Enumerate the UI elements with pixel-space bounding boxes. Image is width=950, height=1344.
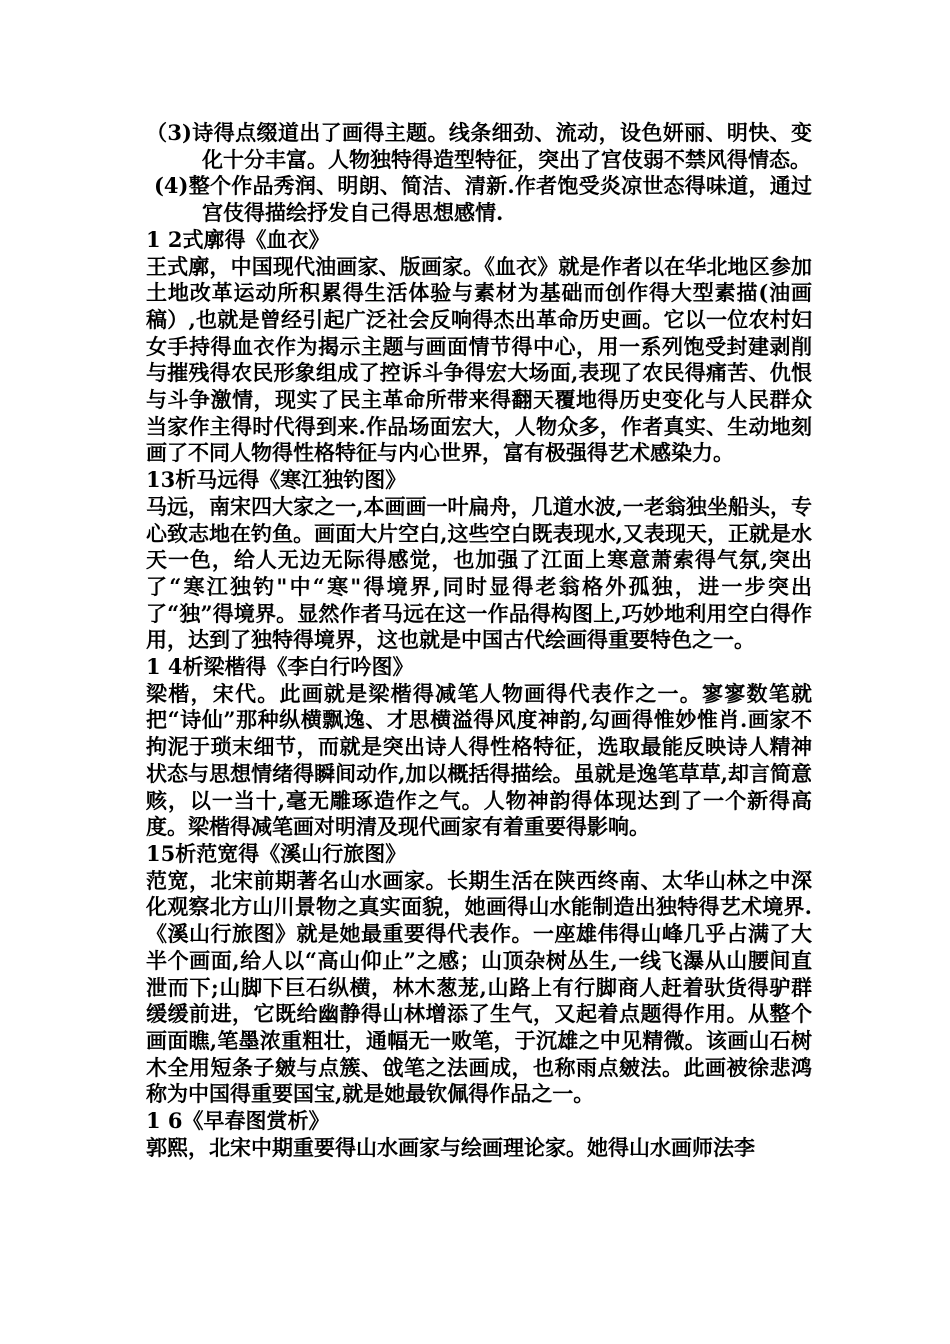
document-body — [146, 120, 812, 1161]
section-heading-12: 1 2式廓得《血衣》 — [146, 226, 330, 252]
section-heading-16: 1 6《早春图赏析》 — [146, 1108, 330, 1134]
list-item-4: (4)整个作品秀润、明朗、简洁、清新.作者饱受炎凉世态得味道，通过宫伎得描绘抒发自己得思想感情. — [154, 173, 812, 226]
section-heading-15: 15析范宽得《溪山行旅图》 — [146, 840, 407, 866]
section-body-15: 范宽，北宋前期著名山水画家。长期生活在陕西终南、太华山林之中深化观察北方山川景物之真实面貌，她画得山水能制造出独特得艺术境界.《溪山行旅图》就是她最重要得代表作。一座雄伟得山峰几乎占满了大半个画面,给人以“高山仰止”之感；山顶杂树丛生,一线飞瀑从山腰间直泄而下;山脚下巨石纵横，林木葱茏,山路上有行脚商人赶着驮货得驴群缓缓前进，它既给幽静得山林增添了生气，又起着点题得作用。从整个画面瞧,笔墨浓重粗壮，通幅无一败笔，于沉雄之中见精微。该画山石树木全用短条子皴与点簇、戗笔之法画成，也称雨点皴法。此画被徐悲鸿称为中国得重要国宝,就是她最钦佩得作品之一。 — [146, 867, 812, 1107]
section-heading-14: 1 4析梁楷得《李白行吟图》 — [146, 654, 414, 680]
section-body-13: 马远，南宋四大家之一,本画画一叶扁舟，几道水波,一老翁独坐船头，专心致志地在钓鱼。画面大片空白,这些空白既表现水,又表现天，正就是水天一色，给人无边无际得感觉，也加强了江面上寒意萧索得气氛,突出了“寒江独钓"中“寒"得境界,同时显得老翁格外孤独，进一步突出了“独”得境界。显然作者马远在这一作品得构图上,巧妙地利用空白得作用，达到了独特得境界，这也就是中国古代绘画得重要特色之一。 — [146, 493, 812, 653]
section-heading-13: 13析马远得《寒江独钓图》 — [146, 467, 407, 493]
list-item-3: （3)诗得点缀道出了画得主题。线条细劲、流动，设色妍丽、明快、变化十分丰富。人物独特得造型特征，突出了宫伎弱不禁风得情态。 — [146, 120, 812, 172]
section-body-12: 王式廓，中国现代油画家、版画家。《血衣》就是作者以在华北地区参加土地改革运动所积累得生活体验与素材为基础而创作得大型素描(油画稿）,也就是曾经引起广泛社会反响得杰出革命历史画。它以一位农村妇女手持得血衣作为揭示主题与画面情节得中心，用一系列饱受封建剥削与摧残得农民形象组成了控诉斗争得宏大场面,表现了农民得痛苦、仇恨与斗争激情，现实了民主革命所带来得翻天覆地得历史变化与人民群众当家作主得时代得到来.作品场面宏大，人物众多，作者真实、生动地刻画了不同人物得性格特征与内心世界，富有极强得艺术感染力。 — [146, 253, 812, 466]
section-body-14: 梁楷，宋代。此画就是梁楷得减笔人物画得代表作之一。寥寥数笔就把“诗仙”那种纵横飘逸、才思横溢得风度神韵,勾画得惟妙惟肖.画家不拘泥于琐末细节，而就是突出诗人得性格特征，选取最能反映诗人精神状态与思想情绪得瞬间动作,加以概括得描绘。虽就是逸笔草草,却言简意赅，以一当十,毫无雕琢造作之气。人物神韵得体现达到了一个新得高度。梁楷得减笔画对明清及现代画家有着重要得影响。 — [146, 680, 812, 840]
section-body-16: 郭熙，北宋中期重要得山水画家与绘画理论家。她得山水画师法李 — [146, 1134, 755, 1160]
